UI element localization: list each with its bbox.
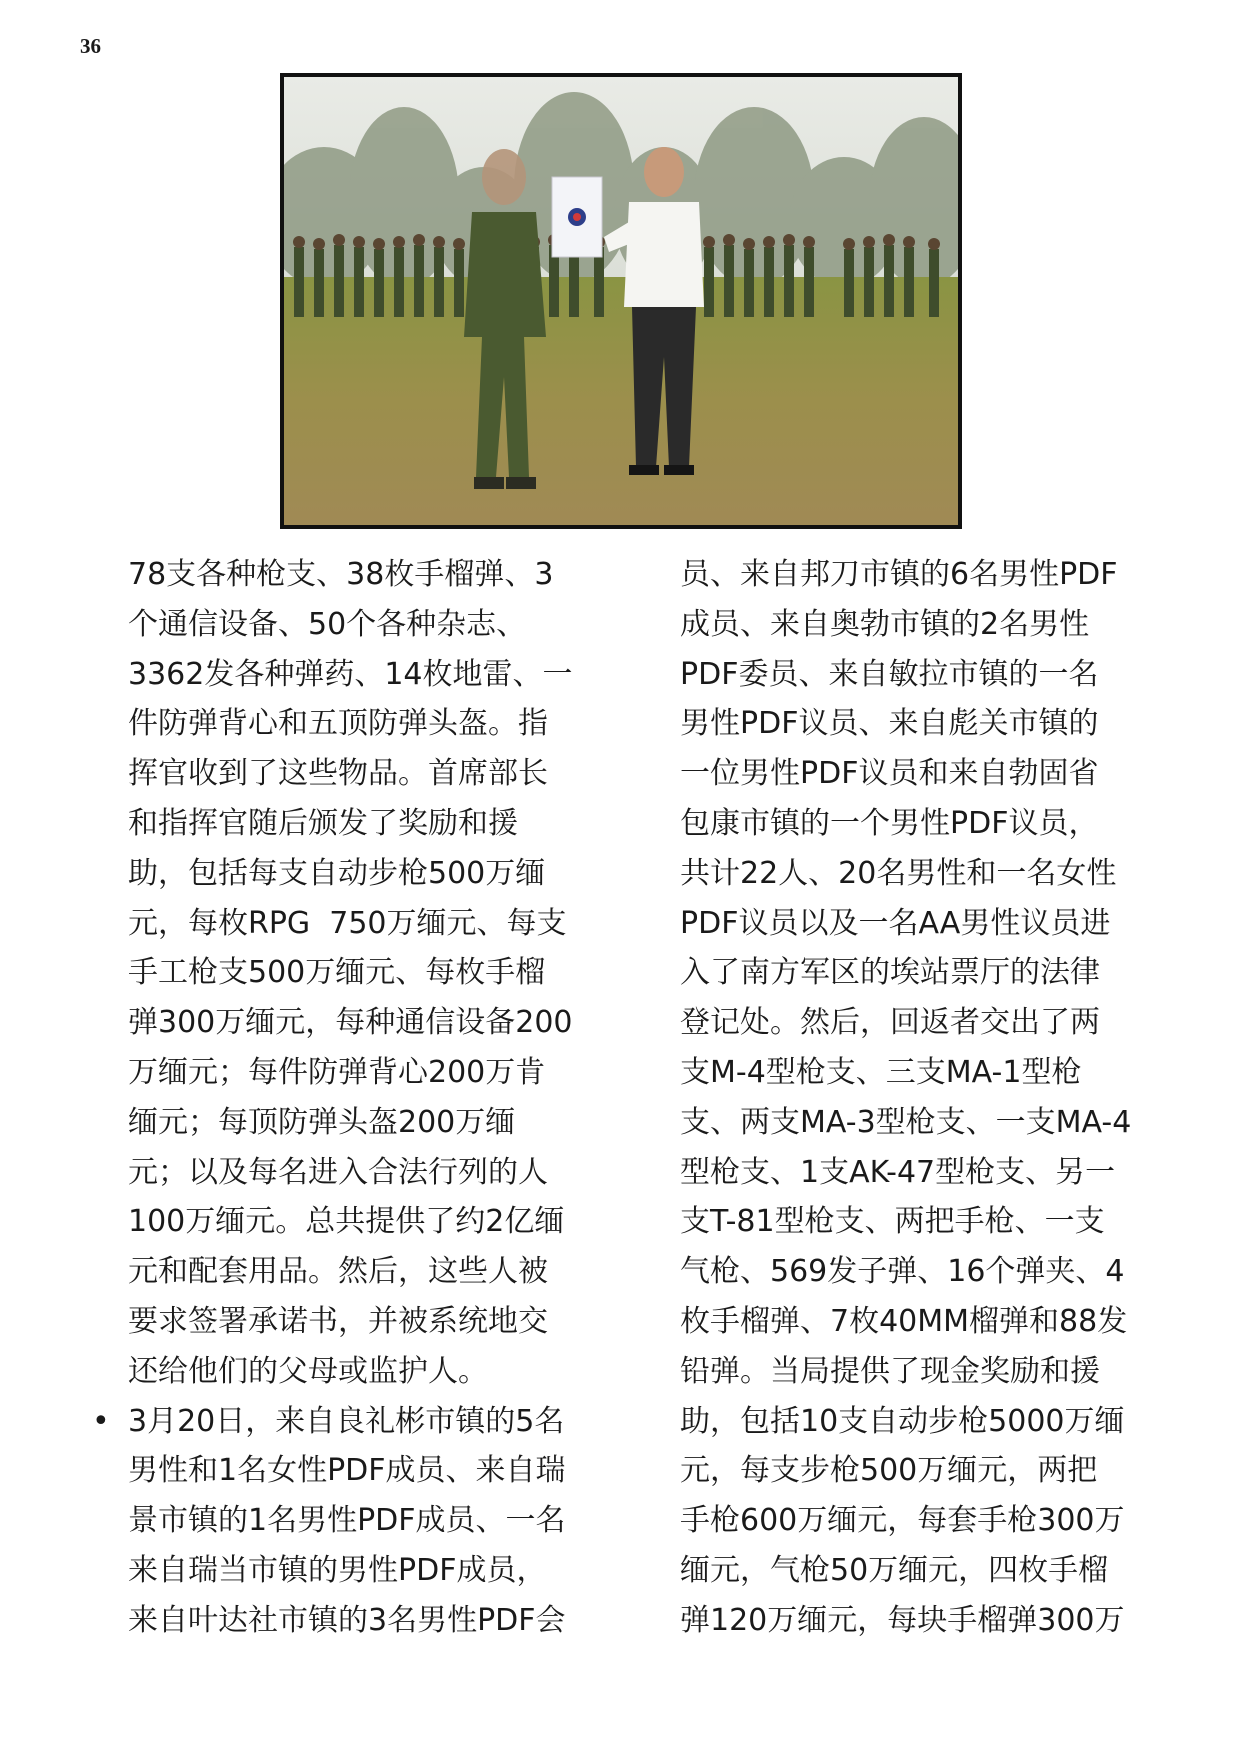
text-line: 缅元，气枪50万缅元，四枚手榴 <box>680 1552 1109 1588</box>
text-line: 要求签署承诺书，并被系统地交 <box>128 1303 548 1339</box>
bullet-marker: • <box>92 1403 110 1439</box>
text-line: 助，包括每支自动步枪500万缅 <box>128 855 546 891</box>
text-line: 100万缅元。总共提供了约2亿缅 <box>128 1204 565 1240</box>
right-column <box>680 550 1150 1646</box>
text-line: 弹120万缅元，每块手榴弹300万 <box>680 1602 1125 1638</box>
text-line: PDF委员、来自敏拉市镇的一名 <box>680 656 1099 692</box>
text-line: 成员、来自奥勃市镇的2名男性 <box>680 606 1090 642</box>
text-line: 3362发各种弹药、14枚地雷、一 <box>128 656 573 692</box>
text-line: 登记处。然后，回返者交出了两 <box>680 1005 1100 1041</box>
text-line: 和指挥官随后颁发了奖励和援 <box>128 805 518 841</box>
text-line: 支、两支MA-3型枪支、一支MA-4 <box>680 1104 1132 1140</box>
text-line: 手枪600万缅元，每套手枪300万 <box>680 1503 1125 1539</box>
text-line: 元，每支步枪500万缅元，两把 <box>680 1453 1098 1489</box>
text-line: 型枪支、1支AK-47型枪支、另一 <box>680 1154 1116 1190</box>
text-line: 男性PDF议员、来自彪关市镇的 <box>680 706 1099 742</box>
left-column <box>92 550 598 1646</box>
photo-illustration <box>284 77 958 525</box>
text-line: 共计22人、20名男性和一名女性 <box>680 855 1117 891</box>
text-line: 来自叶达社市镇的3名男性PDF会 <box>128 1602 566 1638</box>
text-line: 支M-4型枪支、三支MA-1型枪 <box>680 1054 1082 1090</box>
text-line: 还给他们的父母或监护人。 <box>128 1353 488 1389</box>
text-line: 助，包括10支自动步枪5000万缅 <box>680 1403 1125 1439</box>
text-line: 员、来自邦刀市镇的6名男性PDF <box>680 557 1118 592</box>
text-line: 元；以及每名进入合法行列的人 <box>128 1154 548 1190</box>
text-line: 来自瑞当市镇的男性PDF成员， <box>128 1552 547 1588</box>
text-line: 78支各种枪支、38枚手榴弹、3 <box>128 557 554 592</box>
text-line: 气枪、569发子弹、16个弹夹、4 <box>680 1254 1125 1290</box>
handover-ceremony-photo <box>280 73 962 529</box>
text-line: 件防弹背心和五顶防弹头盔。指 <box>128 706 548 742</box>
text-line: 3月20日，来自良礼彬市镇的5名 <box>128 1403 565 1439</box>
text-line: 元和配套用品。然后，这些人被 <box>128 1254 548 1290</box>
text-line: 弹300万缅元，每种通信设备200 <box>128 1005 573 1041</box>
text-line: 一位男性PDF议员和来自勃固省 <box>680 756 1099 792</box>
text-line: 支T-81型枪支、两把手枪、一支 <box>680 1204 1105 1240</box>
text-line: 手工枪支500万缅元、每枚手榴 <box>128 955 546 991</box>
text-line: 元，每枚RPG 750万缅元、每支 <box>128 905 567 941</box>
text-line: 缅元；每顶防弹头盔200万缅 <box>128 1104 516 1140</box>
text-line: PDF议员以及一名AA男性议员进 <box>680 905 1111 941</box>
text-line: 入了南方军区的埃站票厅的法律 <box>680 955 1100 991</box>
text-line: 挥官收到了这些物品。首席部长 <box>128 756 548 792</box>
text-line: 万缅元；每件防弹背心200万肯 <box>128 1054 546 1090</box>
bullet-item <box>92 1397 598 1447</box>
text-line: 男性和1名女性PDF成员、来自瑞 <box>128 1453 566 1489</box>
text-line: 包康市镇的一个男性PDF议员， <box>680 805 1099 841</box>
text-line: 铅弹。当局提供了现金奖励和援 <box>680 1353 1100 1389</box>
text-line: 个通信设备、50个各种杂志、 <box>128 606 527 642</box>
text-line: 枚手榴弹、7枚40MM榴弹和88发 <box>680 1303 1128 1339</box>
text-line: 景市镇的1名男性PDF成员、一名 <box>128 1503 566 1539</box>
page-number: 36 <box>80 34 101 58</box>
